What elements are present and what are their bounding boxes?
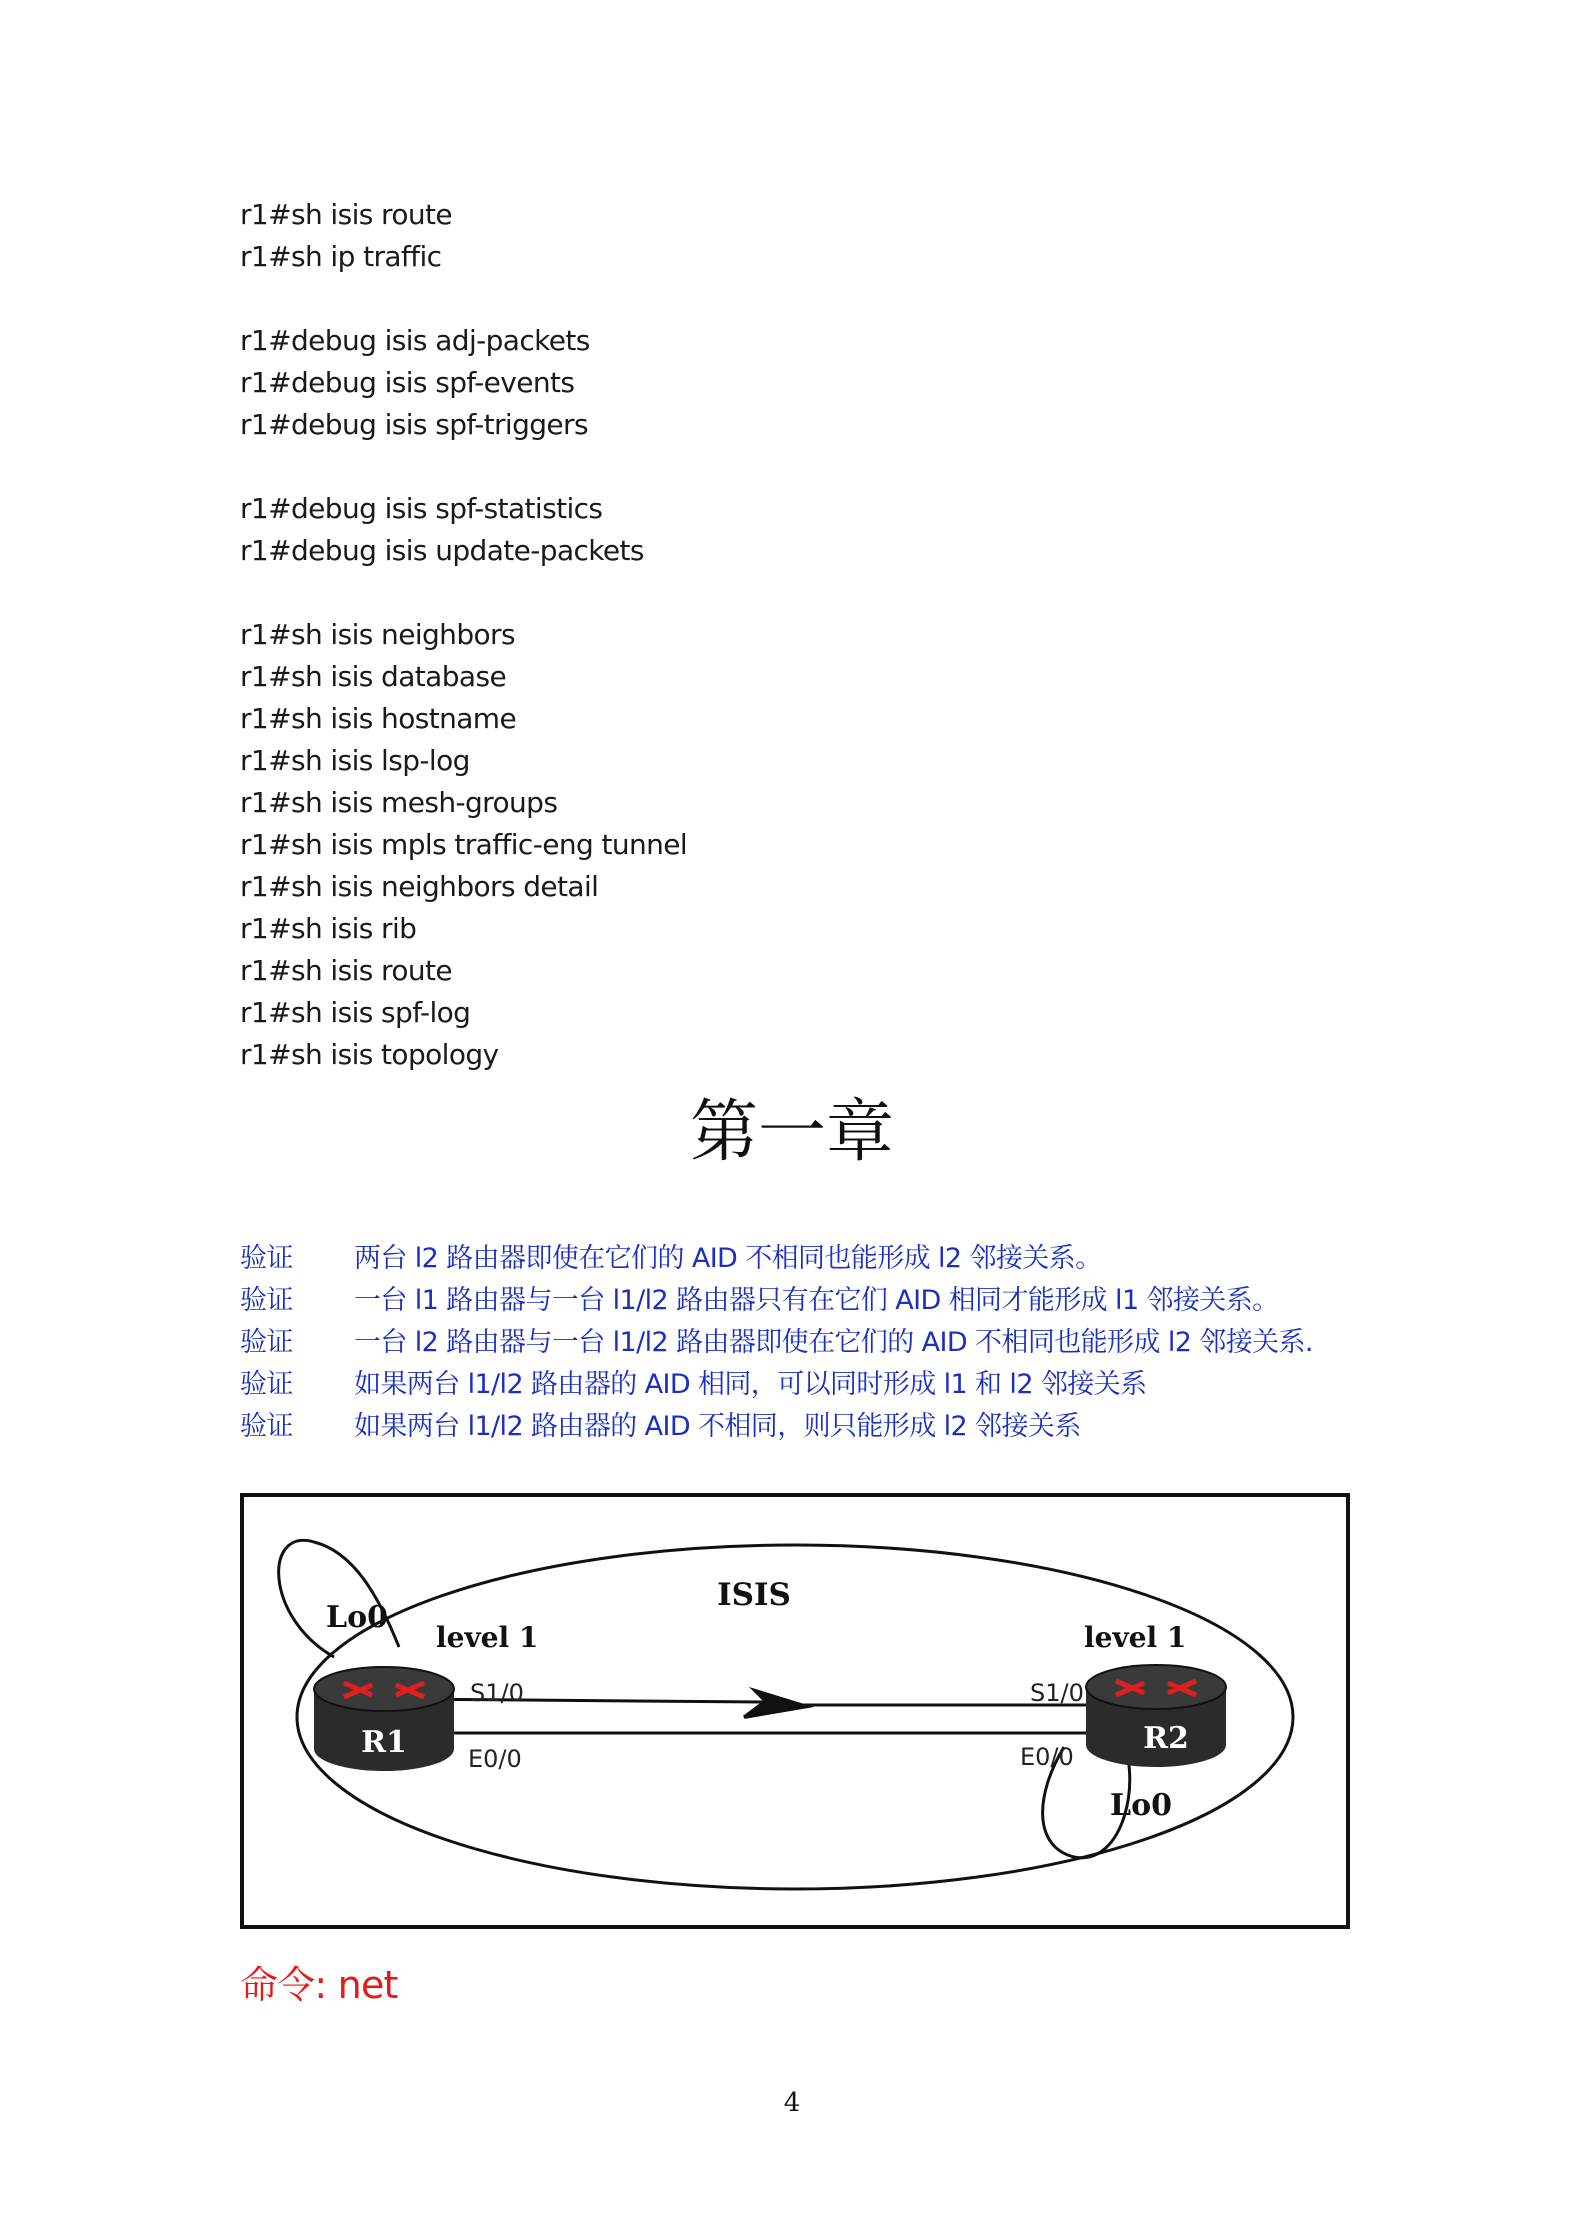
r1-serial-label: S1/0 (470, 1679, 524, 1707)
verification-tag: 验证 (240, 1327, 293, 1358)
verification-item (240, 1280, 1313, 1322)
command-line: r1#debug isis adj-packets (240, 324, 590, 357)
page-number: 4 (783, 2088, 801, 2118)
router-r1-label: R1 (361, 1725, 407, 1760)
verification-list (240, 1238, 1313, 1448)
verification-tag: 验证 (240, 1243, 293, 1274)
r1-loopback-loop (279, 1540, 399, 1657)
verification-text: 一台 l2 路由器与一台 l1/l2 路由器即使在它们的 AID 不相同也能形成 l2 邻接关系. (354, 1327, 1313, 1358)
r1-loopback-label: Lo0 (326, 1600, 388, 1635)
command-line: r1#debug isis update-packets (240, 534, 644, 567)
command-line: r1#debug isis spf-events (240, 366, 575, 399)
verification-item (240, 1322, 1313, 1364)
topology-diagram (240, 1493, 1350, 1929)
verification-text: 如果两台 l1/l2 路由器的 AID 相同，可以同时形成 l1 和 l2 邻接关系 (354, 1369, 1147, 1400)
command-line: r1#sh isis spf-log (240, 996, 471, 1029)
command-line: r1#sh isis lsp-log (240, 744, 470, 777)
r1-ethernet-label: E0/0 (468, 1745, 522, 1773)
topology-svg (244, 1497, 1346, 1925)
verification-tag: 验证 (240, 1285, 293, 1316)
verification-tag: 验证 (240, 1411, 293, 1442)
blank-line (240, 572, 687, 614)
command-line: r1#sh isis route (240, 198, 453, 231)
command-line: r1#sh ip traffic (240, 240, 442, 273)
r2-ethernet-label: E0/0 (1020, 1743, 1074, 1771)
r2-loopback-label: Lo0 (1110, 1788, 1172, 1823)
command-line: r1#sh isis rib (240, 912, 417, 945)
command-line: r1#sh isis database (240, 660, 507, 693)
verification-item (240, 1406, 1313, 1448)
command-line: r1#sh isis mesh-groups (240, 786, 558, 819)
verification-text: 一台 l1 路由器与一台 l1/l2 路由器只有在它们 AID 相同才能形成 l1 邻接关系。 (354, 1285, 1279, 1316)
r1-level-label: level 1 (436, 1621, 539, 1654)
r2-serial-label: S1/0 (1030, 1679, 1084, 1707)
command-line: r1#sh isis hostname (240, 702, 517, 735)
command-label: 命令: net (240, 1963, 398, 2007)
router-r2-label: R2 (1143, 1721, 1189, 1756)
chapter-title: 第一章 (689, 1093, 894, 1172)
verification-tag: 验证 (240, 1369, 293, 1400)
command-line: r1#sh isis route (240, 954, 453, 987)
r2-level-label: level 1 (1084, 1621, 1187, 1654)
command-line: r1#sh isis mpls traffic-eng tunnel (240, 828, 688, 861)
verification-text: 两台 l2 路由器即使在它们的 AID 不相同也能形成 l2 邻接关系。 (354, 1243, 1102, 1274)
verification-item (240, 1238, 1313, 1280)
command-line: r1#debug isis spf-triggers (240, 408, 588, 441)
command-line: r1#sh isis topology (240, 1038, 499, 1071)
blank-line (240, 278, 687, 320)
blank-line (240, 446, 687, 488)
command-line: r1#sh isis neighbors (240, 618, 515, 651)
router-r2-top (1086, 1665, 1226, 1709)
router-r1-top (314, 1667, 454, 1711)
verification-item (240, 1364, 1313, 1406)
isis-area-label: ISIS (717, 1577, 791, 1613)
router-r2 (1086, 1665, 1226, 1767)
command-line: r1#debug isis spf-statistics (240, 492, 603, 525)
verification-text: 如果两台 l1/l2 路由器的 AID 不相同，则只能形成 l2 邻接关系 (354, 1411, 1081, 1442)
command-list (240, 194, 687, 1076)
router-r1 (314, 1667, 454, 1771)
command-line: r1#sh isis neighbors detail (240, 870, 599, 903)
